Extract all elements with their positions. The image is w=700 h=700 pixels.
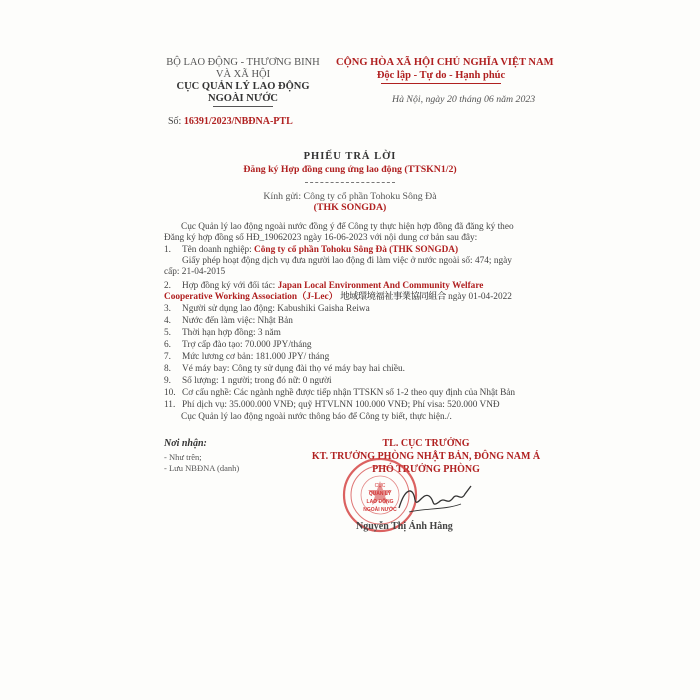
occupation-structure: Cơ cấu nghề: Các ngành nghề được tiếp nhận TTSKN số 1-2 theo quy định của Nhật Bản <box>182 388 516 398</box>
recipients-title: Nơi nhận: <box>164 438 207 449</box>
stamp-text-3: LAO ĐỘNG <box>366 499 394 505</box>
list-item-1: 1. Tên doanh nghiệp: Công ty cổ phần Tohoku Sông Đà (THK SONGDA) <box>164 245 459 255</box>
department-line-2: NGOÀI NƯỚC <box>208 93 278 104</box>
list-item-11: 11. Phí dịch vụ: 35.000.000 VNĐ; quỹ HTVLNN 100.000 VNĐ; Phí visa: 520.000 VNĐ <box>164 400 500 410</box>
worker-quantity: Số lượng: 1 người; trong đó nữ: 0 người <box>182 376 332 386</box>
list-item-4: 4. Nước đến làm việc: Nhật Bản <box>164 316 293 326</box>
recipient-item-2: - Lưu NBĐNA (danh) <box>164 463 240 473</box>
signature-title: PHÓ TRƯỞNG PHÒNG <box>372 464 480 475</box>
recipient-short-name: (THK SONGDA) <box>313 202 387 213</box>
stamp-text-1: CỤC <box>374 483 386 489</box>
signer-name: Nguyễn Thị Ánh Hằng <box>356 521 453 532</box>
document-number-value: 16391/2023/NBĐNA-PTL <box>183 116 293 127</box>
document-number <box>168 116 293 127</box>
partner-line-2 <box>164 292 512 303</box>
intro-line-1: Cục Quản lý lao động ngoài nước đồng ý để Công ty thực hiện hợp đồng đã đăng ký theo <box>181 222 514 232</box>
partner-name: Japan Local Environment And Community Welfare <box>277 281 484 291</box>
list-item-9: 9. Số lượng: 1 người; trong đó nữ: 0 người <box>164 376 332 386</box>
national-header <box>336 57 554 84</box>
air-ticket: Vé máy bay: Công ty sử dụng đài thọ vé máy bay hai chiều. <box>182 364 405 374</box>
signature-authority-2: KT. TRƯỞNG PHÒNG NHẬT BẢN, ĐÔNG NAM Á <box>311 451 541 462</box>
motto-underline <box>381 83 501 84</box>
recipient-item-1: - Như trên; <box>164 452 202 462</box>
closing-sentence: Cục Quản lý lao động ngoài nước thông báo để Công ty biết, thực hiện./. <box>181 412 452 422</box>
department-line-1: CỤC QUẢN LÝ LAO ĐỘNG <box>176 81 310 92</box>
document-subtitle: Đăng ký Hợp đồng cung ứng lao động (TTSKN1/2) <box>243 164 457 175</box>
stamp-text-2: QUẢN LÝ <box>368 491 392 497</box>
national-title: CỘNG HÒA XÃ HỘI CHỦ NGHĨA VIỆT NAM <box>336 57 554 68</box>
partner-abbrev: （J-Lec） <box>297 292 338 302</box>
stamp-text-4: NGOÀI NƯỚC <box>363 507 397 513</box>
issuer-header <box>148 57 338 107</box>
partner-kanji-name: 地域環境福祉事業協同組合 <box>340 292 446 302</box>
issue-date: Hà Nội, ngày 20 tháng 06 năm 2023 <box>392 94 536 105</box>
partner-name-cont: Cooperative Working Association <box>164 292 298 302</box>
destination-country: Nước đến làm việc: Nhật Bản <box>182 316 293 326</box>
basic-salary: Mức lương cơ bản: 181.000 JPY/ tháng <box>182 352 330 362</box>
list-item-10: 10. Cơ cấu nghề: Các ngành nghề được tiếp nhận TTSKN số 1-2 theo quy định của Nhật Bản <box>164 388 516 398</box>
intro-line-2: Đăng ký hợp đồng số HĐ_19062023 ngày 16-06-2023 với nội dung cơ bản sau đây: <box>164 233 478 243</box>
list-item-7: 7. Mức lương cơ bản: 181.000 JPY/ tháng <box>164 352 330 362</box>
ministry-line-2: VÀ XÃ HỘI <box>215 69 271 80</box>
partner-contract-date: ngày 01-04-2022 <box>445 292 512 302</box>
license-date: cấp: 21-04-2015 <box>164 267 226 277</box>
list-item-5: 5. Thời hạn hợp đồng: 3 năm <box>164 328 281 338</box>
list-item-6: 6. Trợ cấp đào tạo: 70.000 JPY/tháng <box>164 340 312 350</box>
document-title: PHIẾU TRẢ LỜI <box>303 151 397 162</box>
list-item-2: 2. Hợp đồng ký với đối tác: Japan Local Environment And Community Welfare <box>164 281 484 291</box>
contract-duration: Thời hạn hợp đồng: 3 năm <box>182 328 281 338</box>
document-number-prefix: Số: <box>168 116 184 127</box>
recipient-line: Kính gửi: Công ty cổ phần Tohoku Sông Đà <box>263 191 437 202</box>
company-name: Công ty cổ phần Tohoku Sông Đà (THK SONGDA) <box>254 245 459 255</box>
license-line: Giấy phép hoạt động dịch vụ đưa người lao động đi làm việc ở nước ngoài số: 474; ngày <box>182 256 512 266</box>
service-fees: Phí dịch vụ: 35.000.000 VNĐ; quỹ HTVLNN 100.000 VNĐ; Phí visa: 520.000 VNĐ <box>182 400 500 410</box>
training-allowance: Trợ cấp đào tạo: 70.000 JPY/tháng <box>182 340 312 350</box>
partner-label: Hợp đồng ký với đối tác: <box>182 281 278 291</box>
list-item-8: 8. Vé máy bay: Công ty sử dụng đài thọ vé máy bay hai chiều. <box>164 364 405 374</box>
employer: Người sử dụng lao động: Kabushiki Gaisha Reiwa <box>182 304 370 314</box>
national-motto: Độc lập - Tự do - Hạnh phúc <box>376 69 506 81</box>
issuer-underline <box>213 106 273 107</box>
signature-authority-1: TL. CỤC TRƯỞNG <box>382 438 470 449</box>
company-label: Tên doanh nghiệp: <box>182 245 255 255</box>
handwritten-signature-icon <box>395 478 475 518</box>
title-divider <box>305 182 395 183</box>
list-item-3: 3. Người sử dụng lao động: Kabushiki Gaisha Reiwa <box>164 304 370 314</box>
ministry-line-1: BỘ LAO ĐỘNG - THƯƠNG BINH <box>166 57 320 68</box>
